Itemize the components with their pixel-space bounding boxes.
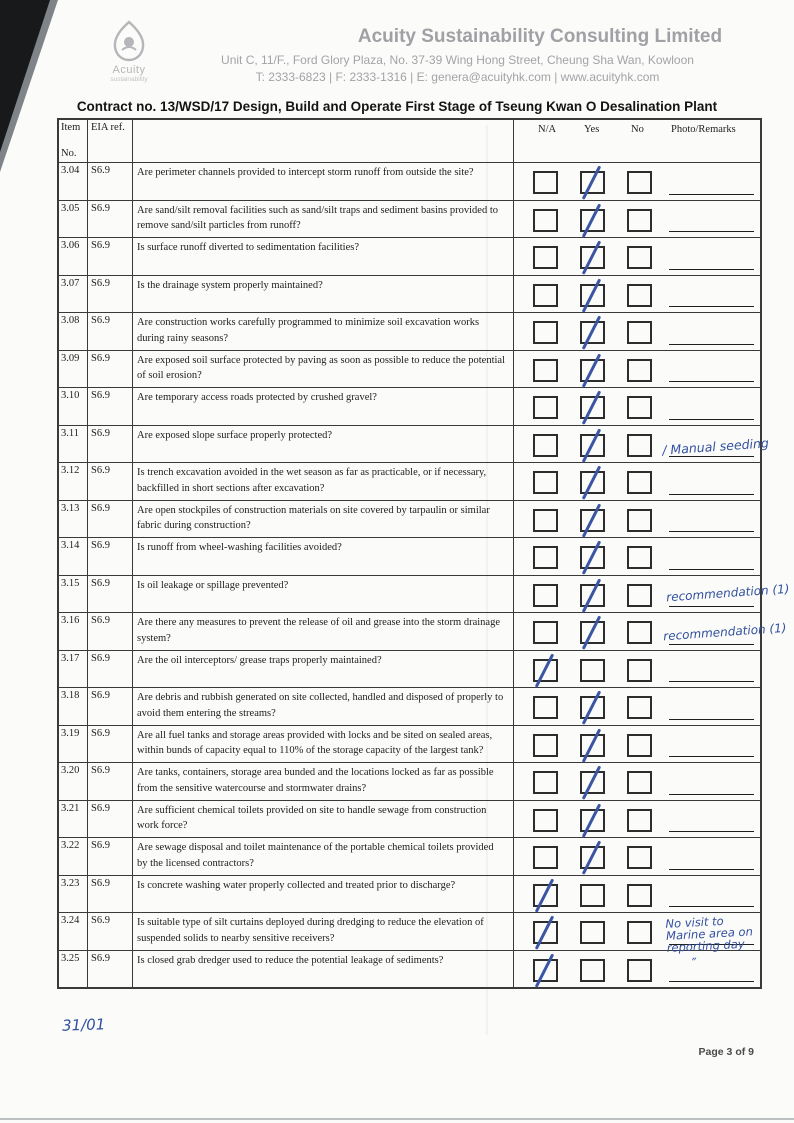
eia-ref-cell: S6.9 [88,576,133,613]
question-cell: Are construction works carefully programmed to minimize soil excavation works during rainy seasons? [133,313,514,350]
table-row [59,612,787,650]
eia-ref-cell: S6.9 [88,613,133,650]
header-no: No [631,124,644,135]
remark-line [669,981,754,982]
eia-ref-cell: S6.9 [88,838,133,875]
checkbox-no [627,621,652,644]
document-title: Contract no. 13/WSD/17 Design, Build and Operate First Stage of Tseung Kwan O Desalination Plant [76,99,718,114]
table-row [59,687,760,725]
checkbox-na [533,921,558,944]
checkbox-yes [580,659,605,682]
remark-line [669,606,754,607]
pen-slash-icon [582,765,601,799]
checkbox-na [533,509,558,532]
pen-slash-icon [535,878,554,912]
checkbox-yes [580,434,605,457]
checkbox-no [627,771,652,794]
table-row [59,875,760,913]
table-row [59,575,790,613]
item-no-cell: 3.25 [59,951,88,988]
checkbox-na [533,696,558,719]
checks-cell [514,726,760,763]
table-row [59,500,760,538]
checkbox-yes [580,621,605,644]
item-no-cell: 3.16 [59,613,88,650]
pen-slash-icon [582,690,601,724]
checkbox-na [533,434,558,457]
checks-cell [514,463,760,500]
logo-subtext: sustainability [110,76,148,83]
pen-slash-icon [535,653,554,687]
table-row [59,837,760,875]
eia-ref-cell: S6.9 [88,276,133,313]
handwritten-remark: / Manual seeding [661,434,770,458]
checkbox-no [627,246,652,269]
item-no-cell: 3.07 [59,276,88,313]
table-row [59,200,760,238]
checkbox-no [627,696,652,719]
checkbox-yes [580,884,605,907]
question-cell: Is runoff from wheel-washing facilities avoided? [133,538,514,575]
pen-slash-icon [582,840,601,874]
header-item-line1: Item [61,122,81,133]
company-name: Acuity Sustainability Consulting Limited [357,26,723,47]
remark-line [669,269,754,270]
checks-cell [514,276,760,313]
eia-ref-cell: S6.9 [88,538,133,575]
pen-slash-icon [582,165,601,199]
pen-slash-icon [582,278,601,312]
question-cell: Are perimeter channels provided to intercept storm runoff from outside the site? [133,163,514,200]
checkbox-yes [580,771,605,794]
checks-cell [514,838,760,875]
remark-line [669,569,754,570]
question-cell: Are the oil interceptors/ grease traps properly maintained? [133,651,514,688]
checks-cell [514,951,760,988]
item-no-cell: 3.23 [59,876,88,913]
eia-ref-cell: S6.9 [88,726,133,763]
company-contact: T: 2333-6823 | F: 2333-1316 | E: genera@acuityhk.com | www.acuityhk.com [255,70,660,84]
checkbox-yes [580,584,605,607]
table-row [59,350,760,388]
remark-line [669,644,754,645]
eia-ref-cell: S6.9 [88,463,133,500]
eia-ref-cell: S6.9 [88,426,133,463]
question-cell: Are sand/silt removal facilities such as sand/silt traps and sediment basins provided to remove sand/silt particles from runoff? [133,201,514,238]
checkbox-na [533,659,558,682]
checks-cell [514,163,760,200]
question-cell: Is surface runoff diverted to sedimentation facilities? [133,238,514,275]
checks-cell [514,238,760,275]
checkbox-na [533,546,558,569]
question-cell: Are exposed slope surface properly protected? [133,426,514,463]
pen-slash-icon [582,728,601,762]
checkbox-na [533,471,558,494]
checks-cell [514,501,760,538]
checks-cell [514,388,760,425]
checkbox-yes [580,396,605,419]
pen-slash-icon [582,578,601,612]
eia-ref-cell: S6.9 [88,313,133,350]
remark-line [669,794,754,795]
table-row [59,275,760,313]
checkbox-na [533,321,558,344]
checkbox-no [627,884,652,907]
checkbox-no [627,359,652,382]
question-cell: Are debris and rubbish generated on site collected, handled and disposed of properly to avoid them entering the streams? [133,688,514,725]
checkbox-yes [580,921,605,944]
bottom-page-edge [0,1118,794,1120]
item-no-cell: 3.15 [59,576,88,613]
header-checks [514,120,760,162]
acuity-logo [94,20,164,83]
item-no-cell: 3.13 [59,501,88,538]
item-no-cell: 3.12 [59,463,88,500]
remark-line [669,194,754,195]
remark-line [669,306,754,307]
question-cell: Are temporary access roads protected by crushed gravel? [133,388,514,425]
eia-ref-cell: S6.9 [88,951,133,988]
header-eia-ref: EIA ref. [88,120,133,162]
checkbox-no [627,846,652,869]
checkbox-yes [580,471,605,494]
item-no-cell: 3.11 [59,426,88,463]
table-row [59,950,760,988]
checkbox-no [627,321,652,344]
eia-ref-cell: S6.9 [88,163,133,200]
handwritten-remark: recommendation (1) [665,581,790,604]
question-cell: Are there any measures to prevent the release of oil and grease into the storm drainage system? [133,613,514,650]
table-row [59,725,760,763]
item-no-cell: 3.20 [59,763,88,800]
checks-cell [514,688,760,725]
pen-slash-icon [535,953,554,987]
checkbox-no [627,396,652,419]
eia-ref-cell: S6.9 [88,201,133,238]
question-cell: Is trench excavation avoided in the wet season as far as practicable, or if necessary, backfilled in short sections after excavation? [133,463,514,500]
checkbox-no [627,734,652,757]
question-cell: Are exposed soil surface protected by paving as soon as possible to reduce the potential of soil erosion? [133,351,514,388]
eia-ref-cell: S6.9 [88,801,133,838]
checkbox-na [533,284,558,307]
checkbox-no [627,959,652,982]
pen-slash-icon [582,315,601,349]
remark-line [669,531,754,532]
item-no-cell: 3.21 [59,801,88,838]
remark-line [669,906,754,907]
pen-slash-icon [582,390,601,424]
question-cell: Are all fuel tanks and storage areas provided with locks and be sited on sealed areas, within bunds of capacity equal to 110% of the storage capacity of the largest tank? [133,726,514,763]
checkbox-no [627,584,652,607]
checkbox-yes [580,284,605,307]
eia-ref-cell: S6.9 [88,238,133,275]
checkbox-yes [580,246,605,269]
table-row [59,237,760,275]
item-no-cell: 3.06 [59,238,88,275]
checkbox-yes [580,959,605,982]
checkbox-na [533,846,558,869]
checkbox-no [627,659,652,682]
question-cell: Are open stockpiles of construction materials on site covered by tarpaulin or similar fabric during construction? [133,501,514,538]
checks-cell [514,426,770,463]
checks-cell [514,576,790,613]
eia-ref-cell: S6.9 [88,763,133,800]
pen-slash-icon [582,203,601,237]
handwritten-date: 31/01 [61,1015,106,1035]
checkbox-no [627,809,652,832]
checkbox-no [627,471,652,494]
checkbox-no [627,509,652,532]
remark-line [669,756,754,757]
pen-slash-icon [535,915,554,949]
eia-ref-cell: S6.9 [88,876,133,913]
pen-slash-icon [582,615,601,649]
checkbox-na [533,584,558,607]
checks-cell [514,876,760,913]
checkbox-na [533,809,558,832]
eia-ref-cell: S6.9 [88,913,133,950]
checkbox-yes [580,546,605,569]
remark-line [669,231,754,232]
checkbox-na [533,359,558,382]
table-header [59,120,760,162]
item-no-cell: 3.17 [59,651,88,688]
company-address: Unit C, 11/F., Ford Glory Plaza, No. 37-39 Wing Hong Street, Cheung Sha Wan, Kowloon [221,53,694,67]
pen-slash-icon [582,428,601,462]
checkbox-na [533,621,558,644]
handwritten-remark: No visit to Marine area on reporting day [665,913,754,955]
remark-line [669,494,754,495]
table-row [59,537,760,575]
checkbox-yes [580,696,605,719]
checkbox-no [627,546,652,569]
checkbox-yes [580,734,605,757]
checkbox-yes [580,209,605,232]
checkbox-na [533,396,558,419]
question-cell: Is closed grab dredger used to reduce the potential leakage of sediments? [133,951,514,988]
remark-line [669,419,754,420]
pen-slash-icon [582,540,601,574]
table-row [59,912,760,955]
checks-cell [514,801,760,838]
table-row [59,462,760,500]
item-no-cell: 3.22 [59,838,88,875]
checkbox-yes [580,321,605,344]
checks-cell [514,201,760,238]
checkbox-na [533,959,558,982]
question-cell: Is the drainage system properly maintained? [133,276,514,313]
item-no-cell: 3.09 [59,351,88,388]
checkbox-yes [580,509,605,532]
checklist-table [57,118,790,989]
eia-ref-cell: S6.9 [88,388,133,425]
pen-slash-icon [582,353,601,387]
checkbox-yes [580,846,605,869]
checkbox-no [627,284,652,307]
header-na: N/A [538,124,557,135]
table-row [59,312,760,350]
remark-line [669,869,754,870]
checks-cell [514,763,760,800]
eia-ref-cell: S6.9 [88,501,133,538]
table-row [59,387,760,425]
item-no-cell: 3.10 [59,388,88,425]
checkbox-na [533,171,558,194]
table-row [59,425,770,463]
checkbox-no [627,209,652,232]
checks-cell [514,313,760,350]
checkbox-na [533,246,558,269]
checkbox-no [627,921,652,944]
question-cell: Are tanks, containers, storage area bunded and the locations locked as far as possible from the sensitive watercourse and stormwater drains? [133,763,514,800]
pen-slash-icon [582,465,601,499]
scanner-corner [0,0,50,152]
item-no-cell: 3.18 [59,688,88,725]
checkbox-na [533,734,558,757]
checks-cell [514,613,787,650]
page-number: Page 3 of 9 [698,1046,754,1058]
remark-line [669,681,754,682]
item-no-cell: 3.04 [59,163,88,200]
pen-slash-icon [582,803,601,837]
checks-cell [514,538,760,575]
handwritten-remark: recommendation (1) [662,620,787,644]
logo-mark-icon [106,20,152,64]
table-row [59,162,760,200]
question-cell: Is suitable type of silt curtains deployed during dredging to reduce the elevation of suspended solids to nearby sensitive receivers? [133,913,514,950]
eia-ref-cell: S6.9 [88,351,133,388]
checks-cell [514,351,760,388]
question-cell: Are sufficient chemical toilets provided on site to handle sewage from construction work force? [133,801,514,838]
logo-wordmark: Acuity [112,64,146,76]
checkbox-no [627,434,652,457]
item-no-cell: 3.08 [59,313,88,350]
checks-cell [514,651,760,688]
item-no-cell: 3.24 [59,913,88,950]
remark-line [669,381,754,382]
handwritten-remark: ″ [691,955,698,972]
question-cell: Is oil leakage or spillage prevented? [133,576,514,613]
table-body [59,162,790,987]
checks-cell [514,913,760,955]
eia-ref-cell: S6.9 [88,651,133,688]
header-item-line2: No. [61,148,77,159]
item-no-cell: 3.14 [59,538,88,575]
checkbox-yes [580,171,605,194]
checkbox-no [627,171,652,194]
item-no-cell: 3.19 [59,726,88,763]
table-row [59,800,760,838]
question-cell: Is concrete washing water properly collected and treated prior to discharge? [133,876,514,913]
question-cell: Are sewage disposal and toilet maintenance of the portable chemical toilets provided by the licensed contractors? [133,838,514,875]
pen-slash-icon [582,503,601,537]
checkbox-na [533,884,558,907]
item-no-cell: 3.05 [59,201,88,238]
header-yes: Yes [584,124,600,135]
table-row [59,650,760,688]
pen-slash-icon [582,240,601,274]
eia-ref-cell: S6.9 [88,688,133,725]
remark-line [669,831,754,832]
table-row [59,762,760,800]
checkbox-yes [580,359,605,382]
remark-line [669,719,754,720]
checkbox-yes [580,809,605,832]
checkbox-na [533,771,558,794]
header-photo-remarks: Photo/Remarks [671,124,736,135]
checkbox-na [533,209,558,232]
remark-line [669,344,754,345]
header-question [133,120,514,162]
header-item-no [59,120,88,162]
